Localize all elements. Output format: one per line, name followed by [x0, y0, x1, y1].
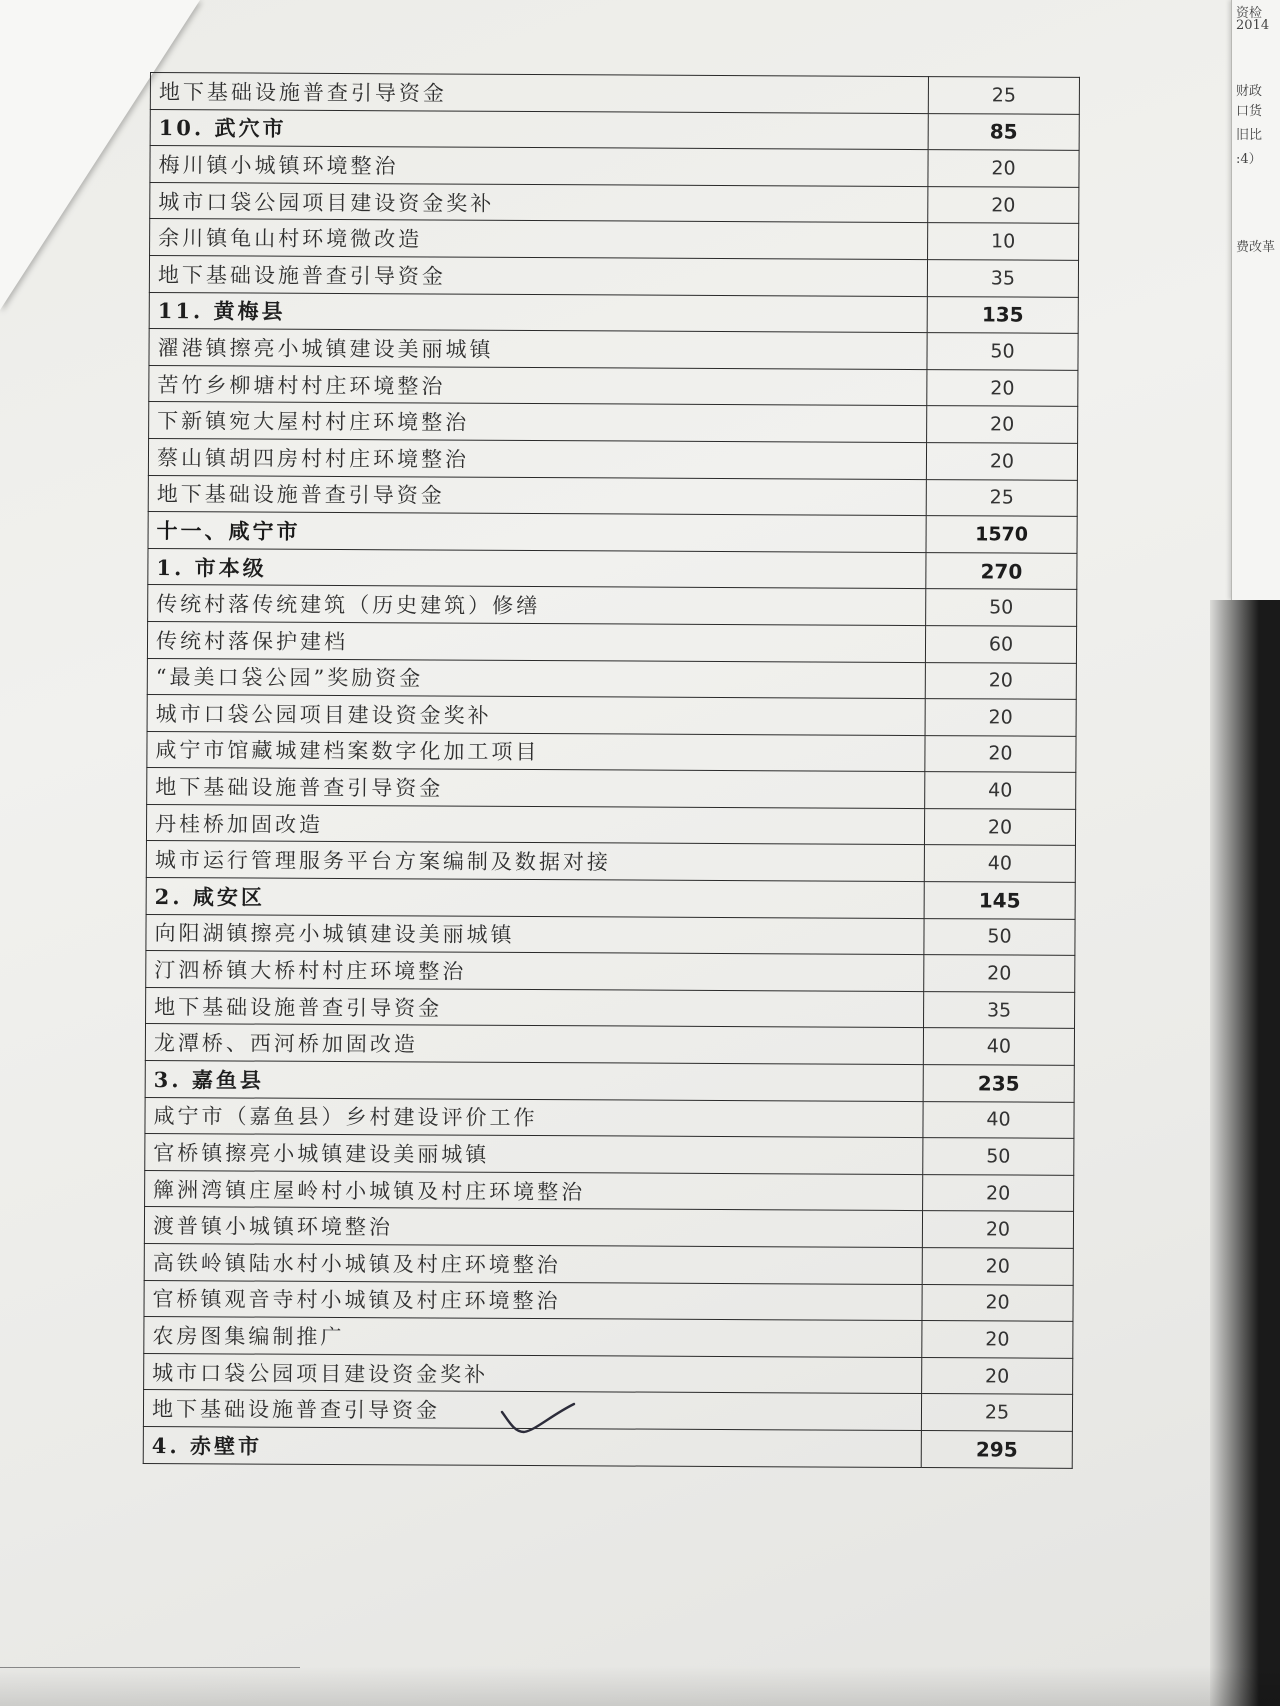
amount-cell: 20 [925, 735, 1076, 772]
amount-cell: 85 [928, 113, 1079, 150]
table-row [149, 329, 1078, 370]
table-row [146, 841, 1075, 882]
project-name-cell: 10. 武穴市 [150, 109, 928, 150]
project-name-cell: 梅川镇小城镇环境整治 [150, 146, 928, 187]
side-fragment: 财政 [1236, 84, 1263, 99]
amount-cell: 20 [925, 662, 1076, 699]
project-name-cell: 城市口袋公园项目建设资金奖补 [150, 182, 928, 223]
table-row [150, 182, 1079, 223]
table-row [145, 1061, 1074, 1102]
project-name-cell: 渡普镇小城镇环境整治 [144, 1207, 922, 1248]
project-name-cell: 余川镇龟山村环境微改造 [150, 219, 928, 260]
table-row [150, 73, 1079, 114]
amount-cell: 50 [926, 589, 1077, 626]
amount-cell: 295 [921, 1431, 1072, 1468]
amount-cell: 20 [922, 1357, 1073, 1394]
project-name-cell: 高铁岭镇陆水村小城镇及村庄环境整治 [144, 1243, 922, 1284]
table-row [149, 402, 1078, 443]
project-name-cell: 11. 黄梅县 [149, 292, 927, 333]
project-name-cell: 咸宁市（嘉鱼县）乡村建设评价工作 [145, 1097, 923, 1138]
table-row [145, 1024, 1074, 1065]
table-row [144, 1353, 1073, 1394]
project-name-cell: 2. 咸安区 [146, 878, 924, 919]
project-name-cell: 十一、咸宁市 [148, 512, 926, 553]
amount-cell: 20 [924, 808, 1075, 845]
project-name-cell: 地下基础设施普查引导资金 [150, 73, 928, 114]
amount-cell: 25 [921, 1394, 1072, 1431]
amount-cell: 270 [926, 552, 1077, 589]
table-row [148, 475, 1077, 516]
amount-cell: 40 [923, 1101, 1074, 1138]
handwritten-check-icon [498, 1398, 578, 1438]
page-shadow [0, 1666, 1280, 1706]
amount-cell: 20 [928, 186, 1079, 223]
table-row [149, 365, 1078, 406]
project-name-cell: 城市口袋公园项目建设资金奖补 [147, 695, 925, 736]
table-row [147, 621, 1076, 662]
project-name-cell: 地下基础设施普查引导资金 [143, 1390, 921, 1431]
table-row [144, 1317, 1073, 1358]
table-row [143, 1390, 1072, 1431]
project-name-cell: 下新镇宛大屋村村庄环境整治 [149, 402, 927, 443]
table-row [150, 219, 1079, 260]
amount-cell: 20 [927, 369, 1078, 406]
table-row [148, 512, 1077, 553]
background-edge [1210, 600, 1280, 1706]
table-row [145, 1134, 1074, 1175]
amount-cell: 20 [922, 1211, 1073, 1248]
amount-cell: 20 [927, 406, 1078, 443]
table-row [146, 804, 1075, 845]
amount-cell: 50 [924, 918, 1075, 955]
table-row [143, 1426, 1072, 1467]
amount-cell: 20 [925, 699, 1076, 736]
amount-cell: 20 [922, 1321, 1073, 1358]
project-name-cell: 4. 赤壁市 [143, 1426, 921, 1467]
table-row [148, 548, 1077, 589]
project-name-cell: 地下基础设施普查引导资金 [146, 987, 924, 1028]
project-name-cell: 农房图集编制推广 [144, 1317, 922, 1358]
project-name-cell: 城市运行管理服务平台方案编制及数据对接 [146, 841, 924, 882]
table-row [144, 1243, 1073, 1284]
table-row [145, 1097, 1074, 1138]
table-row [149, 255, 1078, 296]
table-row [146, 951, 1075, 992]
table-row [150, 109, 1079, 150]
project-name-cell: 濯港镇擦亮小城镇建设美丽城镇 [149, 329, 927, 370]
amount-cell: 40 [925, 772, 1076, 809]
adjacent-document-edge [1231, 0, 1280, 600]
project-name-cell: “最美口袋公园”奖励资金 [147, 658, 925, 699]
side-fragment: 费改革 [1236, 240, 1276, 255]
amount-cell: 20 [922, 1248, 1073, 1285]
table-row [148, 585, 1077, 626]
project-name-cell: 蔡山镇胡四房村村庄环境整治 [148, 438, 926, 479]
amount-cell: 1570 [926, 516, 1077, 553]
table-row [149, 292, 1078, 333]
side-fragment: 2014 [1236, 18, 1270, 33]
amount-cell: 20 [926, 443, 1077, 480]
table-row [146, 878, 1075, 919]
table-row [150, 146, 1079, 187]
table-row [146, 914, 1075, 955]
project-name-cell: 汀泗桥镇大桥村村庄环境整治 [146, 951, 924, 992]
side-fragment: :4） [1236, 152, 1262, 167]
project-name-cell: 地下基础设施普查引导资金 [149, 255, 927, 296]
amount-cell: 40 [924, 845, 1075, 882]
table-row [147, 658, 1076, 699]
budget-table-body [143, 73, 1079, 1468]
project-name-cell: 城市口袋公园项目建设资金奖补 [144, 1353, 922, 1394]
table-row [146, 987, 1075, 1028]
project-name-cell: 龙潭桥、西河桥加固改造 [145, 1024, 923, 1065]
side-fragment: 资检 [1236, 6, 1263, 21]
amount-cell: 145 [924, 882, 1075, 919]
side-fragment: 旧比 [1236, 128, 1263, 143]
amount-cell: 35 [924, 991, 1075, 1028]
amount-cell: 10 [928, 223, 1079, 260]
amount-cell: 20 [923, 1174, 1074, 1211]
table-row [147, 768, 1076, 809]
project-name-cell: 咸宁市馆藏城建档案数字化加工项目 [147, 731, 925, 772]
amount-cell: 35 [927, 260, 1078, 297]
table-row [147, 695, 1076, 736]
budget-table [143, 72, 1080, 1468]
project-name-cell: 簰洲湾镇庄屋岭村小城镇及村庄环境整治 [145, 1170, 923, 1211]
table-row [144, 1207, 1073, 1248]
amount-cell: 135 [927, 296, 1078, 333]
amount-cell: 20 [924, 955, 1075, 992]
table-row [145, 1170, 1074, 1211]
amount-cell: 60 [925, 625, 1076, 662]
project-name-cell: 官桥镇擦亮小城镇建设美丽城镇 [145, 1134, 923, 1175]
amount-cell: 235 [923, 1065, 1074, 1102]
side-fragment: 口货 [1236, 104, 1263, 119]
table-row [144, 1280, 1073, 1321]
project-name-cell: 传统村落保护建档 [147, 621, 925, 662]
amount-cell: 25 [928, 77, 1079, 114]
project-name-cell: 官桥镇观音寺村小城镇及村庄环境整治 [144, 1280, 922, 1321]
amount-cell: 20 [928, 150, 1079, 187]
amount-cell: 25 [926, 479, 1077, 516]
project-name-cell: 传统村落传统建筑（历史建筑）修缮 [148, 585, 926, 626]
project-name-cell: 地下基础设施普查引导资金 [147, 768, 925, 809]
project-name-cell: 1. 市本级 [148, 548, 926, 589]
project-name-cell: 向阳湖镇擦亮小城镇建设美丽城镇 [146, 914, 924, 955]
project-name-cell: 地下基础设施普查引导资金 [148, 475, 926, 516]
amount-cell: 40 [923, 1028, 1074, 1065]
project-name-cell: 3. 嘉鱼县 [145, 1061, 923, 1102]
table-row [148, 438, 1077, 479]
amount-cell: 50 [927, 333, 1078, 370]
project-name-cell: 丹桂桥加固改造 [146, 804, 924, 845]
table-row [147, 731, 1076, 772]
amount-cell: 50 [923, 1138, 1074, 1175]
amount-cell: 20 [922, 1284, 1073, 1321]
project-name-cell: 苦竹乡柳塘村村庄环境整治 [149, 365, 927, 406]
